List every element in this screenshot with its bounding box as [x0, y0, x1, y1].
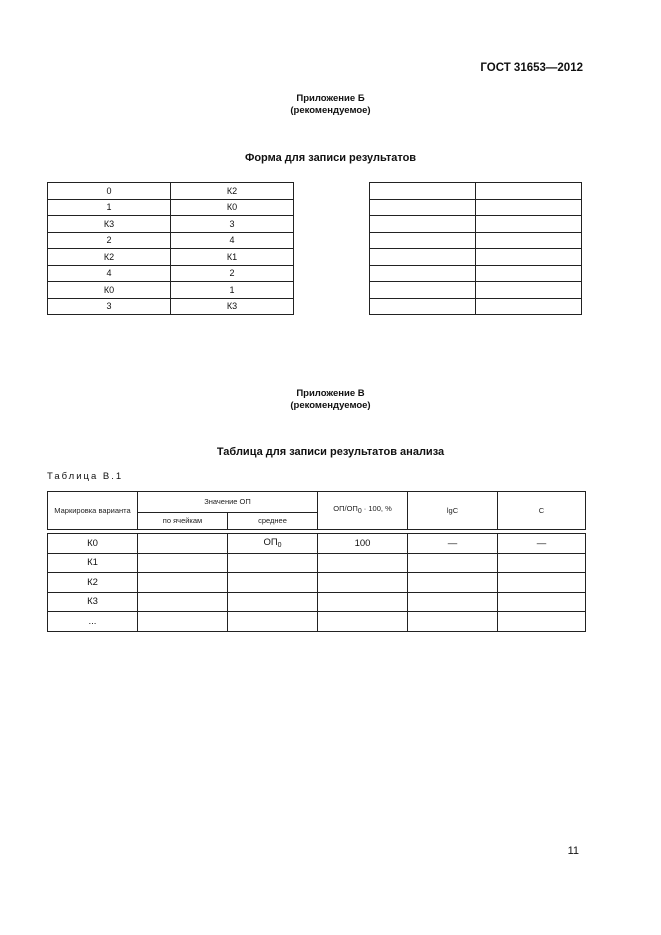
- page-number: 11: [567, 845, 579, 857]
- table-row: [48, 592, 586, 612]
- cell-lgc: [408, 612, 498, 632]
- table-row: [370, 249, 582, 266]
- blank-cell: [370, 282, 476, 299]
- cell-c: [498, 612, 586, 632]
- cell-ratio: [318, 592, 408, 612]
- header-ratio-tail: · 100, %: [361, 504, 392, 513]
- header-c: С: [498, 492, 586, 530]
- header-row: [48, 492, 586, 513]
- blank-cell: [370, 216, 476, 233]
- cell-by-cells: [138, 592, 228, 612]
- cell-ratio: [318, 573, 408, 593]
- table-row: [48, 216, 294, 233]
- cell-c: [498, 573, 586, 593]
- blank-cell: [476, 216, 582, 233]
- cell-average: [228, 573, 318, 593]
- table-row: [370, 232, 582, 249]
- cell-average-main: ОП: [263, 537, 278, 549]
- cell-average: [228, 553, 318, 573]
- table-cell: К3: [48, 216, 171, 233]
- cell-ratio: [318, 612, 408, 632]
- cell-c: [498, 553, 586, 573]
- blank-cell: [476, 265, 582, 282]
- table-row: [48, 553, 586, 573]
- table-cell: 4: [171, 232, 294, 249]
- table-cell: К1: [171, 249, 294, 266]
- blank-cell: [476, 199, 582, 216]
- table-row: [370, 216, 582, 233]
- results-form-table-left: [47, 182, 294, 315]
- table-cell: К0: [171, 199, 294, 216]
- cell-by-cells: [138, 534, 228, 554]
- table-cell: 4: [48, 265, 171, 282]
- table-row: [370, 183, 582, 200]
- cell-by-cells: [138, 553, 228, 573]
- blank-cell: [476, 232, 582, 249]
- header-average: среднее: [228, 513, 318, 530]
- blank-cell: [370, 249, 476, 266]
- cell-mark: ...: [48, 612, 138, 632]
- header-ratio: [318, 492, 408, 530]
- blank-cell: [476, 282, 582, 299]
- cell-average: [228, 592, 318, 612]
- analysis-results-table: [47, 491, 586, 632]
- blank-cell: [370, 265, 476, 282]
- appendix-v-title: Приложение В: [296, 388, 365, 399]
- header-lgc: lgC: [408, 492, 498, 530]
- standard-number: ГОСТ 31653—2012: [480, 62, 583, 74]
- cell-average-sub: 0: [277, 542, 282, 550]
- table-row: [48, 298, 294, 315]
- appendix-b-heading: Форма для записи результатов: [244, 152, 417, 164]
- cell-by-cells: [138, 612, 228, 632]
- cell-average: [228, 612, 318, 632]
- results-form-table-right: [369, 182, 582, 315]
- table-row: [370, 265, 582, 282]
- table-label: Таблица В.1: [47, 471, 124, 482]
- table-row: [370, 298, 582, 315]
- cell-ratio: [318, 553, 408, 573]
- table-cell: 3: [48, 298, 171, 315]
- blank-cell: [370, 183, 476, 200]
- cell-lgc: —: [408, 534, 498, 554]
- table-cell: 0: [48, 183, 171, 200]
- cell-mark: К1: [48, 553, 138, 573]
- cell-average: [228, 534, 318, 554]
- header-marking: Маркировка варианта: [48, 492, 138, 530]
- cell-c: [498, 592, 586, 612]
- table-row: [48, 249, 294, 266]
- table-row: [370, 282, 582, 299]
- table-row: [48, 573, 586, 593]
- blank-cell: [476, 249, 582, 266]
- cell-lgc: [408, 553, 498, 573]
- header-ratio-main: ОП/ОП: [333, 504, 358, 513]
- table-row: [48, 199, 294, 216]
- table-cell: 3: [171, 216, 294, 233]
- cell-by-cells: [138, 573, 228, 593]
- blank-cell: [476, 298, 582, 315]
- table-row: [48, 265, 294, 282]
- table-cell: К2: [171, 183, 294, 200]
- header-od-value: Значение ОП: [138, 492, 318, 513]
- blank-cell: [476, 183, 582, 200]
- blank-cell: [370, 232, 476, 249]
- appendix-v-heading: Таблица для записи результатов анализа: [216, 446, 445, 458]
- table-row: [48, 232, 294, 249]
- cell-lgc: [408, 573, 498, 593]
- header-ratio-sub: 0: [357, 508, 362, 515]
- blank-cell: [370, 298, 476, 315]
- table-cell: К3: [171, 298, 294, 315]
- table-cell: К2: [48, 249, 171, 266]
- blank-cell: [370, 199, 476, 216]
- table-row: [48, 534, 586, 554]
- appendix-b-status: (рекомендуемое): [290, 105, 371, 116]
- table-row: [48, 183, 294, 200]
- appendix-v-status: (рекомендуемое): [290, 400, 371, 411]
- table-cell: К0: [48, 282, 171, 299]
- table-row: [48, 282, 294, 299]
- header-by-cells: по ячейкам: [138, 513, 228, 530]
- table-row: [370, 199, 582, 216]
- table-row: [48, 612, 586, 632]
- table-cell: 2: [171, 265, 294, 282]
- cell-lgc: [408, 592, 498, 612]
- cell-mark: К0: [48, 534, 138, 554]
- cell-c: —: [498, 534, 586, 554]
- cell-mark: К3: [48, 592, 138, 612]
- table-cell: 1: [48, 199, 171, 216]
- table-cell: 2: [48, 232, 171, 249]
- cell-mark: К2: [48, 573, 138, 593]
- cell-ratio: 100: [318, 534, 408, 554]
- table-cell: 1: [171, 282, 294, 299]
- appendix-b-title: Приложение Б: [296, 93, 365, 104]
